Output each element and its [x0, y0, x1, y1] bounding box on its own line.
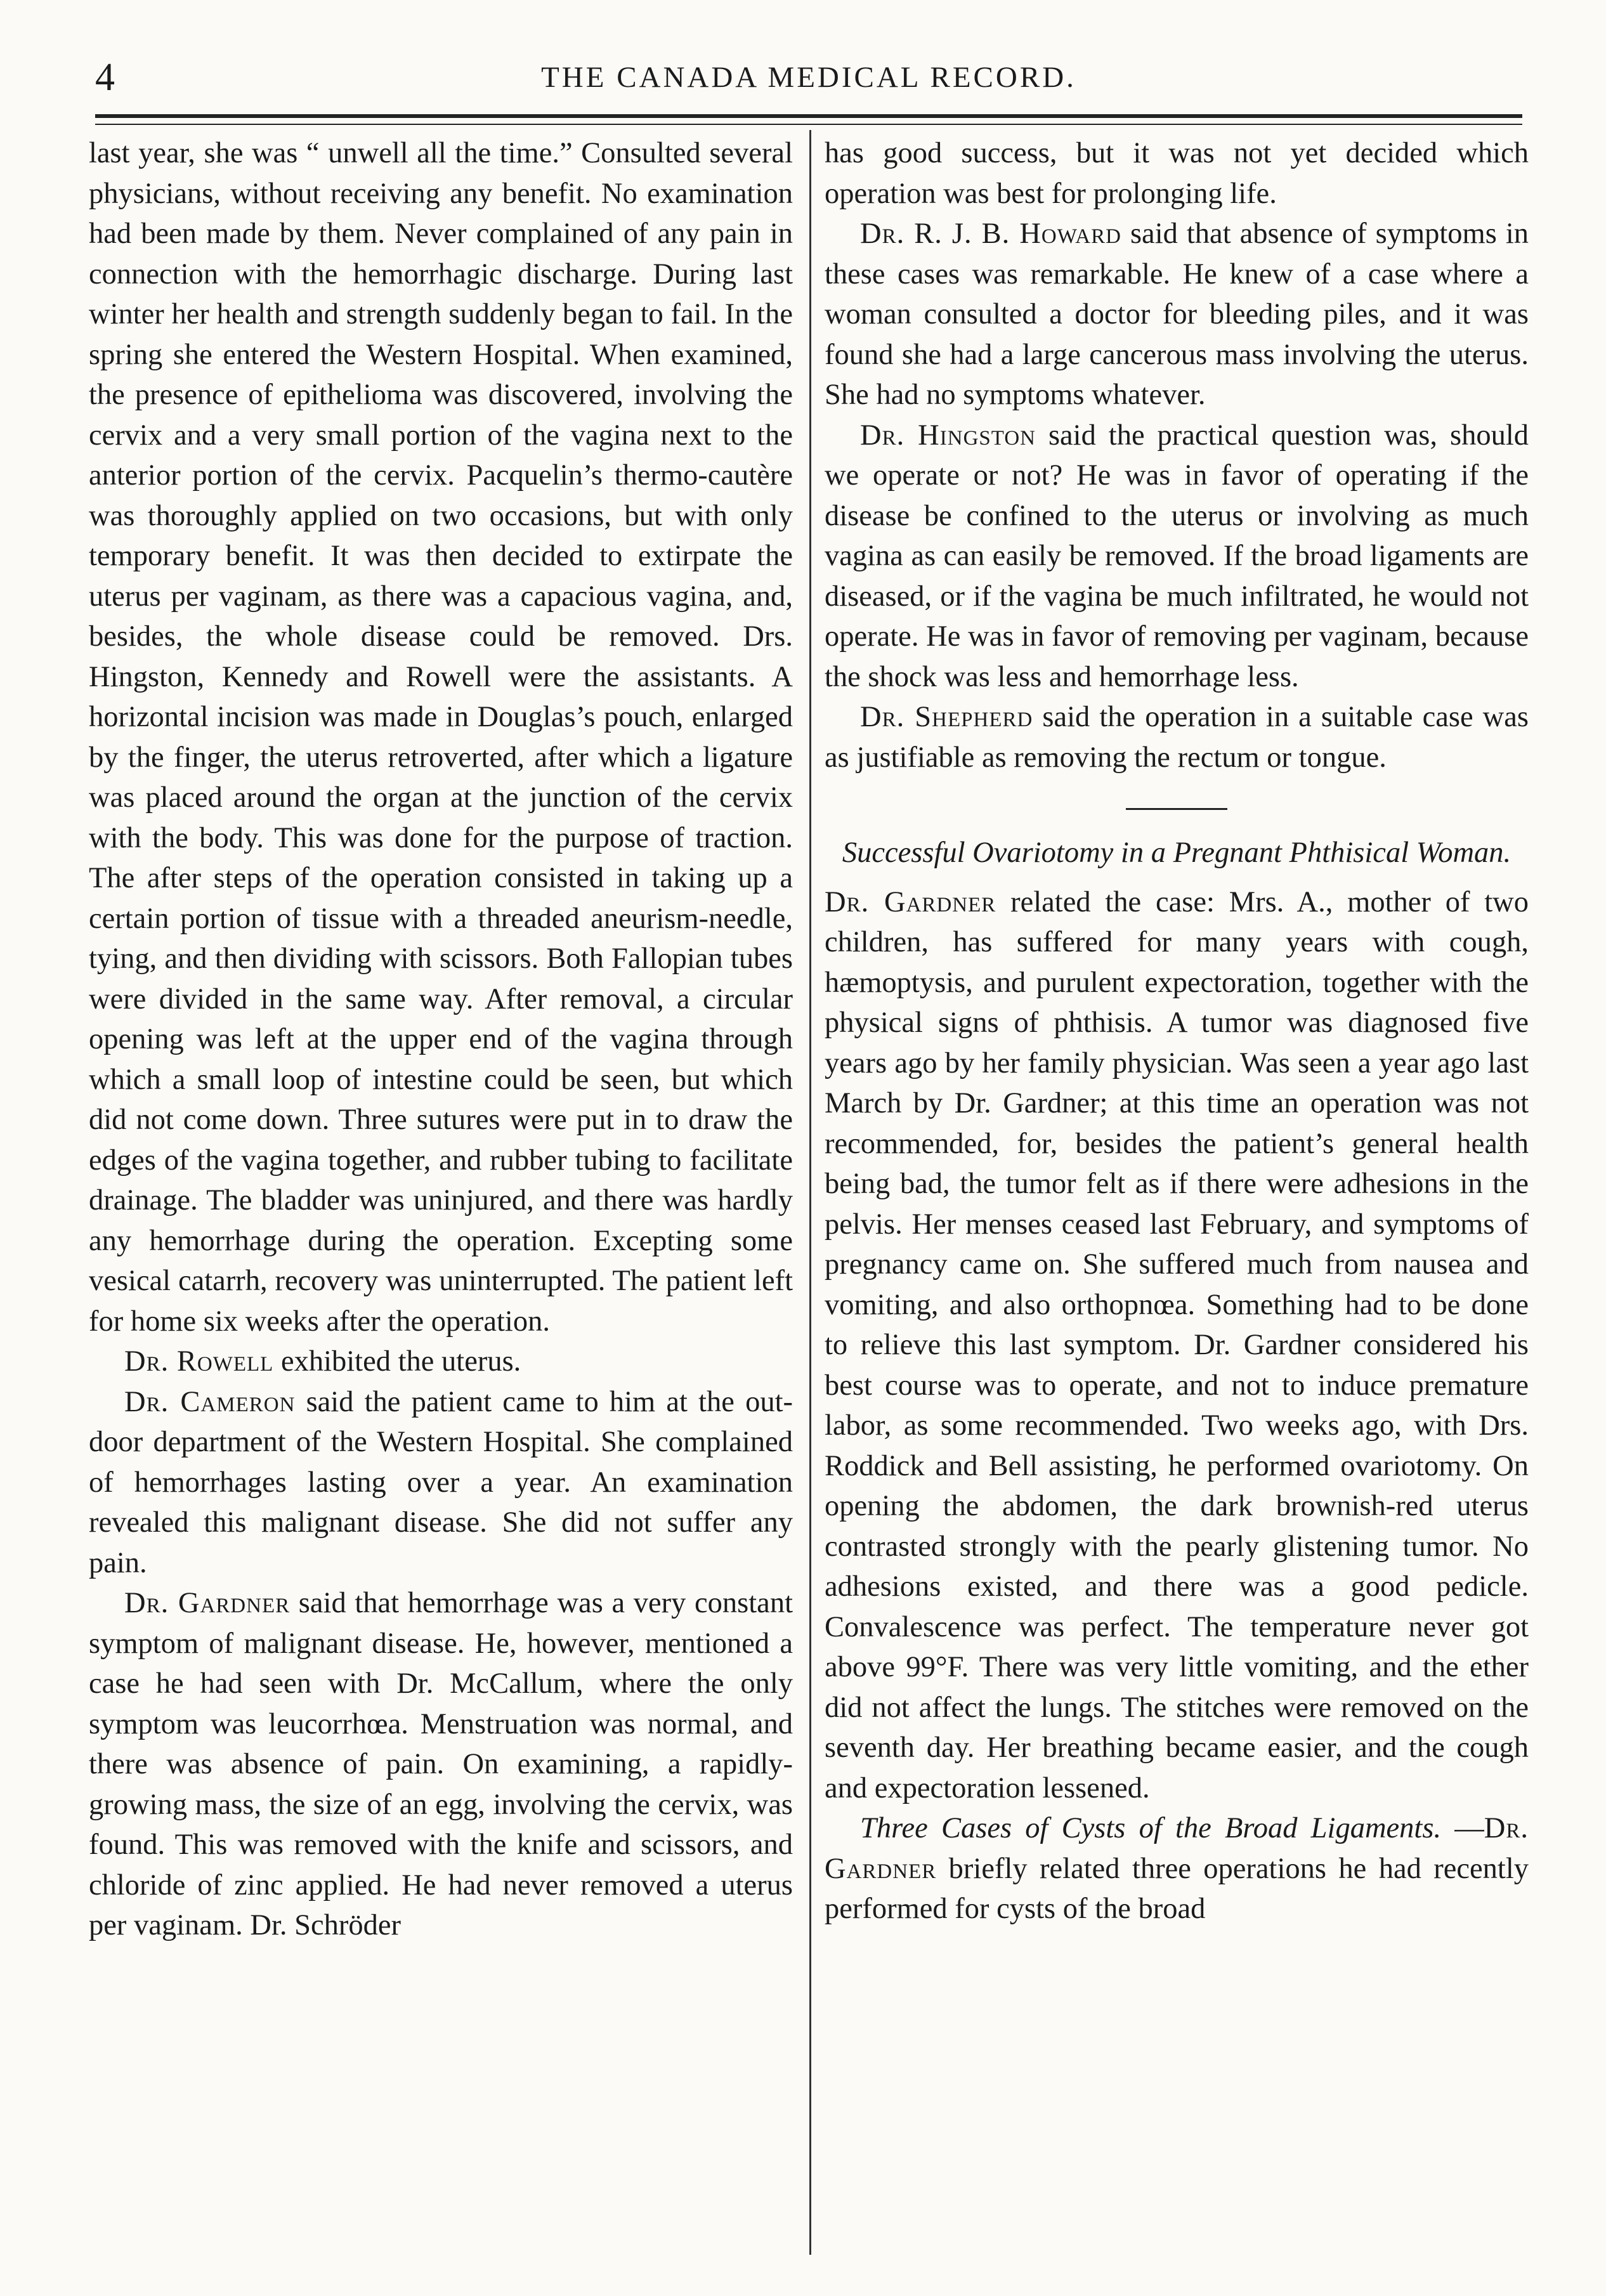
paragraph-text: said that hemorrhage was a very constant symptom of malignant disease. He, however, mentioned a case he had seen with Dr. McCallum, where the only symptom was leucorrhœa. Menstruation was normal, and there was absence of pain. On examining, a rapidly-growing mass, the size of an egg, involving the cervix, was found. This was removed with the knife and scissors, and chloride of zinc applied. He had never removed a uterus per vaginam. Dr. Schröder: [89, 1587, 793, 1941]
paragraph-text: said the operation in a suitable case was as justifiable as removing the rectum or tongue.: [825, 701, 1529, 774]
running-title: THE CANADA MEDICAL RECORD.: [541, 61, 1076, 94]
paragraph: [825, 214, 1529, 415]
column-divider: [809, 130, 811, 2255]
header-rule-thick: [95, 114, 1522, 118]
paragraph: [825, 1808, 1529, 1929]
paragraph: has good success, but it was not yet decided which operation was best for prolonging life.: [825, 137, 1529, 210]
speaker-name: Dr. Cameron: [124, 1385, 296, 1418]
subsection-title: Three Cases of Cysts of the Broad Ligaments.: [860, 1812, 1442, 1844]
paragraph-text: briefly related three operations he had recently performed for cysts of the broad: [825, 1852, 1529, 1925]
paragraph: [825, 697, 1529, 778]
paragraph: [89, 1341, 793, 1382]
speaker-name: Dr. R. J. B. Howard: [860, 218, 1121, 250]
paragraph: [89, 1382, 793, 1584]
paragraph: [825, 415, 1529, 698]
paragraph-text: related the case: Mrs. A., mother of two children, has suffered for many years with cough, hæmoptysis, and purulent expectoration, together with the physical signs of phthisis. A tumor was diagnosed five years ago by her family physician. Was seen a year ago last March by Dr. Gardner; at this time an operation was not recommended, for, besides the patient’s general health being bad, the tumor felt as if there were adhesions in the pelvis. Her menses ceased last February, and symptoms of pregnancy came on. She suffered much from nausea and vomiting, and also orthopnœa. Something had to be done to relieve this last symptom. Dr. Gardner considered his best course was to operate, and not to induce premature labor, as some recommended. Two weeks ago, with Drs. Roddick and Bell assisting, he performed ovariotomy. On opening the abdomen, the dark brownish-red uterus contrasted strongly with the pearly glistening tumor. No adhesions existed, and there was a good pedicle. Convalescence was perfect. The temperature never got above 99°F. There was very little vomiting, and the ether did not affect the lungs. The stitches were removed on the seventh day. Her breathing became easier, and the cough and expectoration lessened.: [825, 885, 1529, 1804]
page-header: [95, 52, 1522, 103]
paragraph-text: said that absence of symptoms in these cases was remarkable. He knew of a case where a woman consulted a doctor for bleeding piles, and it was found she had a large cancerous mass involving the uterus. She had no symptoms whatever.: [825, 218, 1529, 411]
paragraph: [825, 882, 1529, 1809]
paragraph-text: said the practical question was, should we operate or not? He was in favor of operating if the disease be confined to the uterus or involving as much vagina as can easily be removed. If the broad ligaments are diseased, or if the vagina be much infiltrated, he would not operate. He was in favor of removing per vaginam, because the shock was less and hemorrhage less.: [825, 419, 1529, 693]
section-title: Successful Ovariotomy in a Pregnant Phthisical Woman.: [842, 837, 1511, 869]
speaker-name: Dr. Rowell: [124, 1345, 274, 1378]
speaker-name: Dr. Gardner: [825, 885, 996, 918]
speaker-name: Dr. Gardner: [825, 1812, 1529, 1885]
left-column: [89, 133, 793, 2252]
speaker-name: Dr. Shepherd: [860, 701, 1033, 733]
paragraph: [89, 1583, 793, 1946]
right-column: [825, 133, 1529, 2252]
page-number: 4: [95, 56, 115, 99]
paragraph: last year, she was “ unwell all the time.” Consulted several physicians, without receiving any benefit. No examination had been made by them. Never complained of any pain in connection with the hemorrhagic discharge. During last winter her health and strength suddenly began to fail. In the spring she entered the Western Hospital. When examined, the presence of epithelioma was discovered, involving the cervix and a very small portion of the vagina next to the anterior portion of the cervix. Pacquelin’s thermo-cautère was thoroughly applied on two occasions, but with only temporary benefit. It was then decided to extirpate the uterus per vaginam, as there was a capacious vagina, and, besides, the whole disease could be removed. Drs. Hingston, Kennedy and Rowell were the assistants. A horizontal incision was made in Douglas’s pouch, enlarged by the finger, the uterus retroverted, after which a ligature was placed around the organ at the junction of the cervix with the body. This was done for the purpose of traction. The after steps of the operation consisted in taking up a certain portion of tissue with a threaded aneurism-needle, tying, and then dividing with scissors. Both Fallopian tubes were divided in the same way. After removal, a circular opening was left at the upper end of the vagina through which a small loop of intestine could be seen, but which did not come down. Three sutures were put in to draw the edges of the vagina together, and rubber tubing to facilitate drainage. The bladder was uninjured, and there was hardly any hemorrhage during the operation. Excepting some vesical catarrh, recovery was uninterrupted. The patient left for home six weeks after the operation.: [89, 137, 793, 1338]
paragraph-text: exhibited the uterus.: [273, 1345, 521, 1378]
dash: —: [1441, 1812, 1484, 1844]
header-rule-thin: [95, 124, 1522, 125]
speaker-name: Dr. Hingston: [860, 419, 1036, 452]
speaker-name: Dr. Gardner: [124, 1587, 291, 1619]
paragraph-text: said the patient came to him at the out-door department of the Western Hospital. She complained of hemorrhages lasting over a year. An examination revealed this malignant disease. She did not suffer any pain.: [89, 1385, 793, 1579]
section-rule: [1126, 808, 1227, 810]
